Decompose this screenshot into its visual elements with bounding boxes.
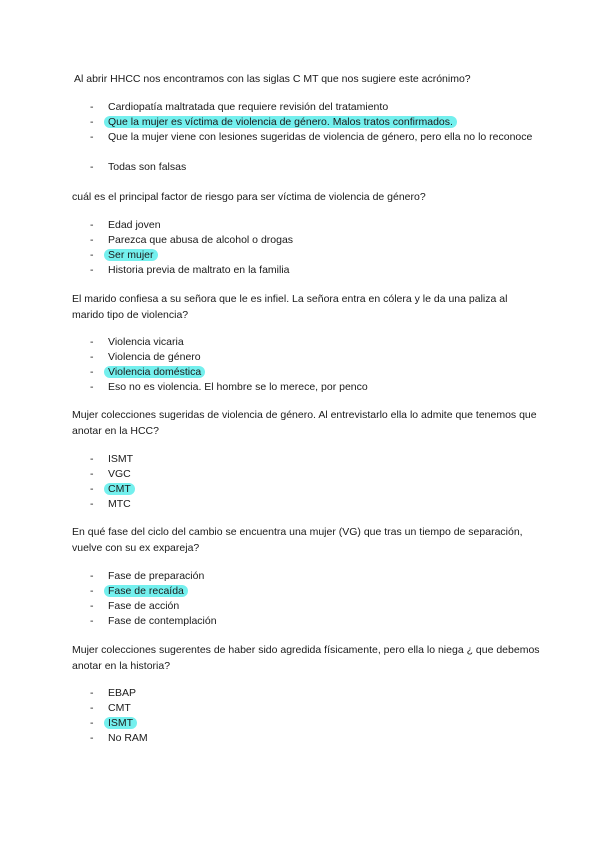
bullet-dash: -: [90, 264, 94, 276]
bullet-dash: -: [90, 687, 94, 699]
option-6-b: - CMT: [90, 702, 131, 714]
option-1-a: - Cardiopatía maltratada que requiere revisión del tratamiento: [90, 101, 389, 113]
question-6: Mujer colecciones sugerentes de haber sido agredida físicamente, pero ella lo niega ¿ que debemos anotar en la historia?: [72, 644, 540, 672]
bullet-dash: -: [90, 131, 94, 143]
bullet-dash: -: [90, 570, 94, 582]
highlighted-answer: ISMT: [104, 717, 137, 729]
option-2-d: - Historia previa de maltrato en la familia: [90, 264, 290, 276]
option-4-c-correct: [0, 482, 600, 497]
question-3: El marido confiesa a su señora que le es infiel. La señora entra en cólera y le da una paliza al marido tipo de violencia?: [72, 293, 508, 321]
option-5-a: - Fase de preparación: [90, 570, 205, 582]
bullet-dash: -: [90, 116, 94, 128]
bullet-dash: -: [90, 381, 94, 393]
options-list-2: [0, 218, 600, 278]
option-1-b-correct: [0, 115, 600, 130]
option-6-c-correct: [0, 716, 600, 731]
question-1: Al abrir HHCC nos encontramos con las siglas C MT que nos sugiere este acrónimo?: [74, 73, 471, 85]
bullet-dash: -: [90, 498, 94, 510]
bullet-dash: -: [90, 234, 94, 246]
options-list-5: [0, 569, 600, 629]
question-2: cuál es el principal factor de riesgo para ser víctima de violencia de género?: [72, 191, 426, 203]
question-4: Mujer colecciones sugeridas de violencia de género. Al entrevistarlo ella lo admite que tenemos que anotar en la HCC?: [72, 409, 537, 437]
bullet-dash: -: [90, 336, 94, 348]
bullet-dash: -: [90, 219, 94, 231]
highlighted-answer: Que la mujer es víctima de violencia de género. Malos tratos confirmados.: [104, 116, 457, 128]
question-5: En qué fase del ciclo del cambio se encuentra una mujer (VG) que tras un tiempo de separación, vuelve con su ex expareja?: [72, 526, 523, 554]
option-5-d: - Fase de contemplación: [90, 615, 217, 627]
bullet-dash: -: [90, 615, 94, 627]
options-list-1: [0, 100, 600, 175]
option-2-b: - Parezca que abusa de alcohol o drogas: [90, 234, 294, 246]
option-4-d: - MTC: [90, 498, 131, 510]
option-5-b-correct: [0, 584, 600, 599]
bullet-dash: -: [90, 351, 94, 363]
bullet-dash: -: [90, 702, 94, 714]
option-2-a: - Edad joven: [90, 219, 161, 231]
bullet-dash: -: [90, 468, 94, 480]
highlighted-answer: Fase de recaída: [104, 585, 188, 597]
bullet-dash: -: [90, 101, 94, 113]
bullet-dash: -: [90, 161, 94, 173]
bullet-dash: -: [90, 483, 94, 495]
highlighted-answer: CMT: [104, 483, 135, 495]
bullet-dash: -: [90, 717, 94, 729]
options-list-4: [0, 452, 600, 512]
bullet-dash: -: [90, 732, 94, 744]
option-4-b: - VGC: [90, 468, 131, 480]
bullet-dash: -: [90, 453, 94, 465]
bullet-dash: -: [90, 585, 94, 597]
option-4-a: - ISMT: [90, 453, 134, 465]
bullet-dash: -: [90, 600, 94, 612]
options-list-3: [0, 335, 600, 395]
option-6-a: - EBAP: [90, 687, 137, 699]
highlighted-answer: Violencia doméstica: [104, 366, 205, 378]
option-1-c: - Que la mujer viene con lesiones sugeridas de violencia de género, pero ella no lo reconoce: [90, 131, 533, 143]
options-list-6: [0, 686, 600, 746]
option-6-d: - No RAM: [90, 732, 148, 744]
highlighted-answer: Ser mujer: [104, 249, 158, 261]
option-2-c-correct: [0, 248, 600, 263]
option-3-d: - Eso no es violencia. El hombre se lo merece, por penco: [90, 381, 368, 393]
option-5-c: - Fase de acción: [90, 600, 180, 612]
option-3-a: - Violencia vicaria: [90, 336, 184, 348]
option-3-c-correct: [0, 365, 600, 380]
option-1-d: - Todas son falsas: [90, 161, 187, 173]
bullet-dash: -: [90, 249, 94, 261]
option-3-b: - Violencia de género: [90, 351, 201, 363]
bullet-dash: -: [90, 366, 94, 378]
